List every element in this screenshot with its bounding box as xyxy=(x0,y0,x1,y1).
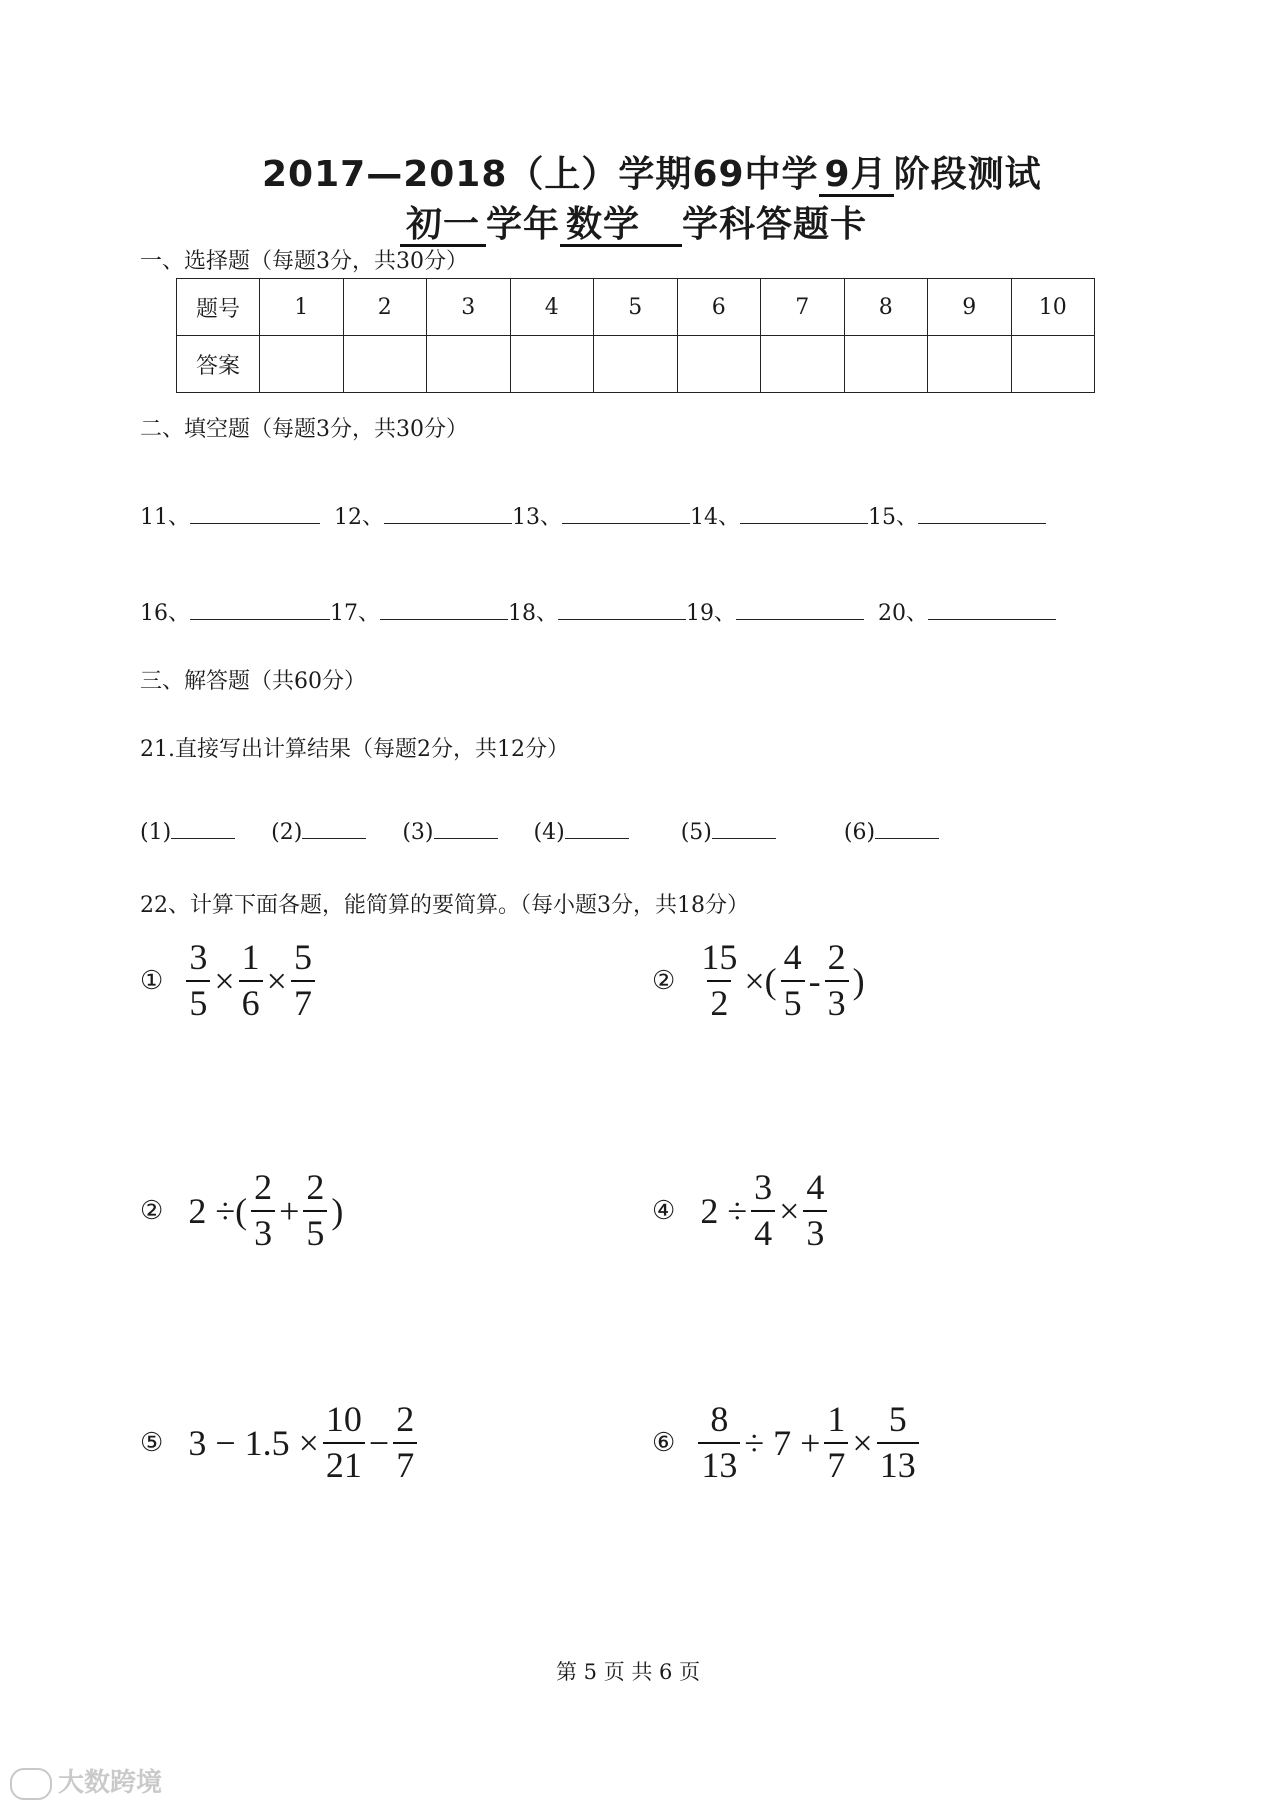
q22-problem-1 xyxy=(140,938,316,1023)
q21-answer-blank[interactable] xyxy=(302,818,366,839)
question-number-cell: 2 xyxy=(343,279,427,336)
numerator: 1 xyxy=(241,937,260,977)
blank-line[interactable] xyxy=(190,599,330,620)
question-number-cell: 4 xyxy=(510,279,594,336)
answer-cell[interactable] xyxy=(343,336,427,393)
denominator: 13 xyxy=(698,1442,740,1486)
blank-line[interactable] xyxy=(380,599,508,620)
answer-cell[interactable] xyxy=(761,336,845,393)
denominator: 3 xyxy=(251,1210,275,1254)
operator: × xyxy=(266,960,287,1001)
watermark-logo-icon xyxy=(10,1768,52,1800)
q21-item-label: (1) xyxy=(140,820,172,845)
blank-line[interactable] xyxy=(740,503,868,524)
blank-label: 15、 xyxy=(868,505,918,530)
q21-title: 21.直接写出计算结果（每题2分，共12分） xyxy=(140,737,569,762)
fraction xyxy=(751,1168,775,1253)
blank-line[interactable] xyxy=(918,503,1046,524)
question-number-cell: 6 xyxy=(677,279,761,336)
denominator: 7 xyxy=(393,1442,417,1486)
numerator: 5 xyxy=(888,1399,907,1439)
blank-line[interactable] xyxy=(562,503,690,524)
operator: ×( xyxy=(744,960,777,1001)
operator: × xyxy=(779,1190,800,1231)
q22-problem-5 xyxy=(140,1400,418,1485)
numerator: 5 xyxy=(293,937,312,977)
numerator: 8 xyxy=(710,1399,729,1439)
fraction xyxy=(186,938,210,1023)
blank-label: 12、 xyxy=(334,505,384,530)
answer-cell[interactable] xyxy=(510,336,594,393)
denominator: 13 xyxy=(877,1442,919,1486)
problem-label: ② xyxy=(140,1195,164,1225)
operator: - xyxy=(808,960,821,1001)
question-number-cell: 10 xyxy=(1011,279,1095,336)
q21-item-label: (3) xyxy=(402,820,434,845)
problem-label: ④ xyxy=(652,1195,676,1225)
answer-cell[interactable] xyxy=(427,336,511,393)
fraction xyxy=(825,938,849,1023)
q21-answer-blank[interactable] xyxy=(171,818,235,839)
question-number-cell: 5 xyxy=(594,279,678,336)
q22-problem-4 xyxy=(652,1168,828,1253)
watermark-text: 大数跨境 xyxy=(58,1768,163,1798)
fraction xyxy=(824,1400,848,1485)
numerator: 4 xyxy=(806,1167,825,1207)
page-subtitle xyxy=(400,196,867,247)
blank-label: 19、 xyxy=(686,601,736,626)
title-line1-prefix: 2017—2018（上）学期69中学 xyxy=(262,154,819,195)
question-number-cell: 7 xyxy=(761,279,845,336)
denominator: 4 xyxy=(751,1210,775,1254)
q22-problem-6 xyxy=(652,1400,920,1485)
page-number: 第 5 页 共 6 页 xyxy=(556,1660,701,1684)
answer-cell[interactable] xyxy=(677,336,761,393)
section3-title: 三、解答题（共60分） xyxy=(140,669,366,694)
fraction xyxy=(393,1400,417,1485)
denominator: 6 xyxy=(239,980,263,1024)
q21-answer-blank[interactable] xyxy=(434,818,498,839)
operator: ) xyxy=(852,960,865,1001)
blank-label: 18、 xyxy=(508,601,558,626)
q22-problem-3 xyxy=(140,1168,346,1253)
operator: 3 − 1.5 × xyxy=(188,1422,319,1463)
problem-label: ⑥ xyxy=(652,1427,676,1457)
numerator: 15 xyxy=(701,937,738,977)
question-number-cell: 9 xyxy=(928,279,1012,336)
numerator: 2 xyxy=(306,1167,325,1207)
answer-cell[interactable] xyxy=(844,336,928,393)
numerator: 2 xyxy=(827,937,846,977)
answer-cell[interactable] xyxy=(1011,336,1095,393)
blank-line[interactable] xyxy=(558,599,686,620)
numerator: 3 xyxy=(754,1167,773,1207)
fill-blank-row-2 xyxy=(140,596,1056,627)
subtitle-year: 学年 xyxy=(486,204,561,245)
problem-label: ① xyxy=(140,965,164,995)
denominator: 3 xyxy=(825,980,849,1024)
fraction xyxy=(239,938,263,1023)
title-line1-suffix: 阶段测试 xyxy=(893,154,1042,195)
denominator: 5 xyxy=(781,980,805,1024)
q22-title: 22、计算下面各题，能简算的要简算。（每小题3分，共18分） xyxy=(140,893,749,918)
fraction xyxy=(877,1400,919,1485)
question-number-cell: 8 xyxy=(844,279,928,336)
operator: + xyxy=(279,1190,300,1231)
blank-label: 13、 xyxy=(512,505,562,530)
denominator: 7 xyxy=(291,980,315,1024)
blank-line[interactable] xyxy=(736,599,864,620)
question-number-cell: 1 xyxy=(260,279,344,336)
denominator: 3 xyxy=(803,1210,827,1254)
blank-label: 20、 xyxy=(878,601,928,626)
numerator: 1 xyxy=(827,1399,846,1439)
numerator: 4 xyxy=(783,937,802,977)
operator: ÷ 7 + xyxy=(744,1422,821,1463)
title-month: 9月 xyxy=(819,156,894,197)
subtitle-suffix: 学科答题卡 xyxy=(682,204,868,245)
fraction xyxy=(323,1400,365,1485)
watermark xyxy=(10,1762,162,1800)
denominator: 5 xyxy=(186,980,210,1024)
answer-cell[interactable] xyxy=(260,336,344,393)
question-number-cell: 3 xyxy=(427,279,511,336)
blank-line[interactable] xyxy=(928,599,1056,620)
page-title xyxy=(262,146,1042,197)
blank-label: 16、 xyxy=(140,601,190,626)
fraction xyxy=(698,938,740,1023)
operator: − xyxy=(368,1422,390,1463)
denominator: 2 xyxy=(707,980,731,1024)
problem-label: ⑤ xyxy=(140,1427,164,1457)
operator: × xyxy=(852,1422,873,1463)
answer-row xyxy=(177,336,1095,393)
q21-item-label: (4) xyxy=(533,820,565,845)
subtitle-grade: 初一 xyxy=(400,206,486,247)
q21-answer-blank[interactable] xyxy=(712,818,776,839)
q21-item-label: (6) xyxy=(843,820,876,845)
numerator: 3 xyxy=(189,937,208,977)
multiple-choice-answer-table xyxy=(176,278,1095,393)
section1-title: 一、选择题（每题3分，共30分） xyxy=(140,249,468,274)
row-label-question-number: 题号 xyxy=(177,279,260,336)
numerator: 2 xyxy=(396,1399,415,1439)
fill-blank-row-1 xyxy=(140,500,1046,531)
problem-label: ② xyxy=(652,965,676,995)
q21-answer-blank[interactable] xyxy=(875,818,939,839)
q21-item-label: (2) xyxy=(271,820,303,845)
operator: ) xyxy=(331,1190,344,1231)
q21-answer-row xyxy=(140,818,939,845)
denominator: 5 xyxy=(303,1210,327,1254)
q21-answer-blank[interactable] xyxy=(565,818,629,839)
denominator: 21 xyxy=(323,1442,365,1486)
operator: 2 ÷ xyxy=(700,1190,748,1231)
fraction xyxy=(303,1168,327,1253)
blank-label: 17、 xyxy=(330,601,380,626)
fraction xyxy=(698,1400,740,1485)
operator: 2 ÷( xyxy=(188,1190,248,1231)
section2-title: 二、填空题（每题3分，共30分） xyxy=(140,417,468,442)
numerator: 2 xyxy=(254,1167,273,1207)
answer-cell[interactable] xyxy=(928,336,1012,393)
blank-line[interactable] xyxy=(190,503,320,524)
question-number-row xyxy=(177,279,1095,336)
row-label-answer: 答案 xyxy=(177,336,260,393)
q22-problem-2 xyxy=(652,938,868,1023)
fraction xyxy=(251,1168,275,1253)
blank-line[interactable] xyxy=(384,503,512,524)
denominator: 7 xyxy=(824,1442,848,1486)
fraction xyxy=(781,938,805,1023)
fraction xyxy=(291,938,315,1023)
blank-label: 14、 xyxy=(690,505,740,530)
operator: × xyxy=(214,960,235,1001)
q21-item-label: (5) xyxy=(680,820,712,845)
fraction xyxy=(803,1168,827,1253)
numerator: 10 xyxy=(325,1399,362,1439)
subtitle-subject: 数学 xyxy=(560,206,682,247)
blank-label: 11、 xyxy=(140,505,190,530)
answer-cell[interactable] xyxy=(594,336,678,393)
